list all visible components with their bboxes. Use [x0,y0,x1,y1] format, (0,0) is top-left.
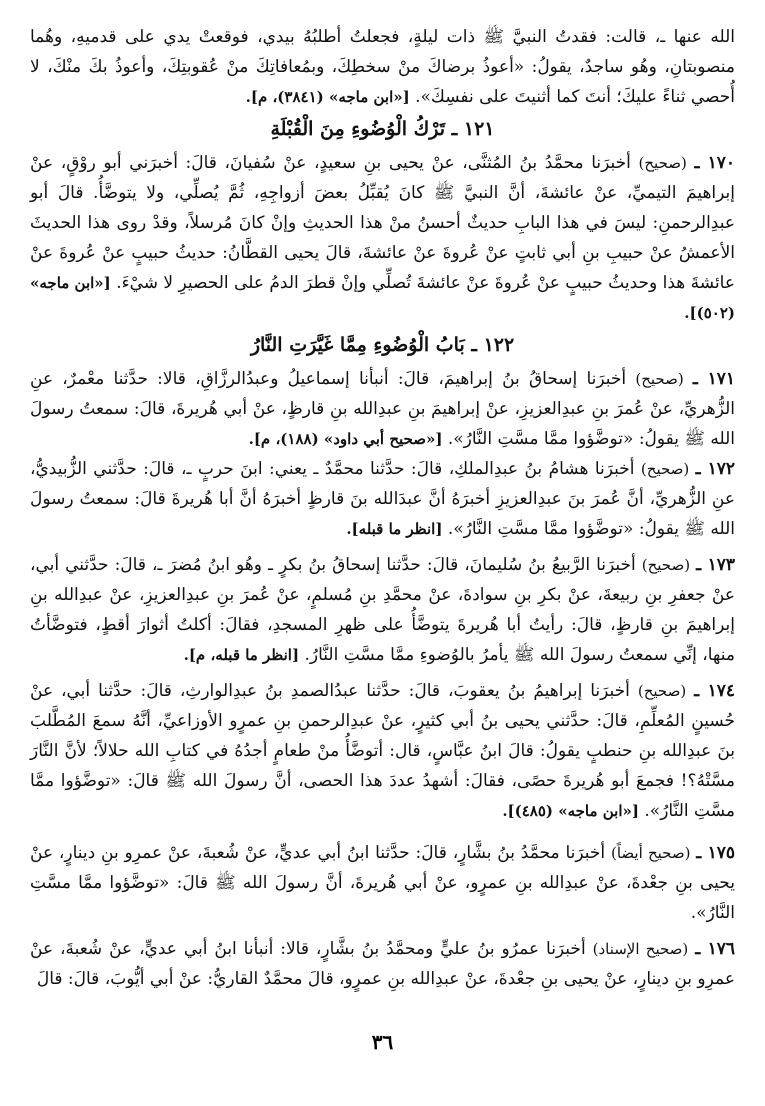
hadith-reference: [«ابن ماجه» (٤٨٥)]. [502,802,639,820]
document-page [30,22,735,1084]
hadith-text: أخبرَنا هشامُ بنُ عبدِالملكِ، قالَ: حدَّثنا محمَّدٌ ـ يعني: ابنَ حربٍ ـ، قالَ: حدَّثني الزُّبيديُّ، عنِ الزُّهريِّ، أنَّ عُمرَ بنَ عبدِالعزيزِ أخبرَهُ أنَّ عبدَالله بنَ قارظٍ أخبرَهُ أنَّ أبا هُريرةَ قالَ: سمعتُ رسولَ الله ﷺ يقولُ: «توضَّؤوا ممَّا مسَّتِ النَّارُ». [30,459,735,539]
chapter-heading-121: ١٢١ ـ تَرْكُ الْوُضُوءِ مِنَ الْقُبْلَةِ [270,118,495,140]
chapter-heading-122: ١٢٢ ـ بَابُ الْوُضُوءِ مِمَّا غَيَّرَتِ النَّارُ [250,334,515,356]
hadith-grade: (صحيح) [637,682,687,700]
hadith-grade: (صحيح) [640,460,690,478]
hadith-grade: (صحيح أيضاً) [610,844,691,862]
hadith-grade: (صحيح) [641,556,691,574]
hadith-text: أخبرَنا الرَّبيعُ بنُ سُليمانَ، قالَ: حدَّثنا إسحاقُ بنُ بكرٍ ـ وهُو ابنُ مُضرَ ـ، قالَ: حدَّثني أبي، عنْ جعفرِ بنِ ربيعةَ، عنْ بكرِ بنِ سوادةَ، عنْ محمَّدِ بنِ مُسلمٍ، عنْ عُمرَ بنِ عبدِالعزيزِ، عنْ عبدِالله بنِ إبراهيمَ بنِ قارظٍ، قالَ: رأيتُ أبا هُريرةَ يتوضَّأُ على ظهرِ المسجدِ، فقالَ: أكلتُ أثوارَ أقطٍ، فتوضَّأتُ منها، إنِّي سمعتُ رسولَ الله ﷺ يأمرُ بالوُضوءِ ممَّا مسَّتِ النَّارُ. [30,555,735,665]
hadith-reference: [«ابن ماجه» (٥٠٢)]. [30,274,735,322]
hadith-text: الله عنها ـ، قالت: فقدتُ النبيَّ ﷺ ذات ليلةٍ، فجعلتُ أطلبُهُ بيدي، فوقعتْ يدي على قدميهِ، وهُما منصوبتانِ، وهُو ساجدٌ، يقولُ: «أعوذُ برضاكَ منْ سخطِكَ، وبمُعافاتِكَ منْ عُقوبتِكَ، وأعوذُ بكَ منْكَ، لا أُحصي ثناءً عليكَ؛ أنتَ كما أثنيتَ على نفسِكَ». [30,27,735,107]
hadith-text: أخبرَنا محمَّدُ بنُ بشَّارٍ، قالَ: حدَّثنا ابنُ أبي عديٍّ، عنْ شُعبةَ، عنْ عمرِو بنِ دينارٍ، عنْ يحيى بنِ جعْدةَ، عنْ عبدِالله بنِ عمرٍو، عنْ أبي هُريرةَ، أنَّ رسولَ الله ﷺ قالَ: «توضَّؤوا ممَّا مسَّتِ النَّارُ». [30,843,735,923]
hadith-number: ١٧٣ ـ [696,555,735,575]
hadith-grade: (صحيح) [635,370,684,388]
hadith-reference: [«صحيح أبي داود» (١٨٨)، م]. [248,430,443,448]
hadith-number: ١٧٥ ـ [696,843,735,863]
hadith-grade: (صحيح) [638,154,687,172]
hadith-reference: [«ابن ماجه» (٣٨٤١)، م]. [245,88,410,106]
hadith-reference: [انظر ما قبله]. [346,520,443,538]
hadith-number: ١٧١ ـ [692,369,736,389]
hadith-reference: [انظر ما قبله، م]. [183,646,300,664]
hadith-number: ١٧٤ ـ [694,681,736,701]
hadith-text: أخبرَنا إبراهيمُ بنُ يعقوبَ، قالَ: حدَّثنا عبدُالصمدِ بنُ عبدِالوارثِ، قالَ: حدَّثنا أبي، عنْ حُسينٍ المُعلِّمِ، قالَ: حدَّثني يحيى بنُ أبي كثيرٍ، عنْ عبدِالرحمنِ بنِ عمرٍو الأوزاعيِّ، أنَّهُ سمعَ المُطَّلبَ بنَ عبدِالله بنِ حنطبٍ يقولُ: قالَ ابنُ عبَّاسٍ، قال: أتوضَّأُ منْ طعامٍ أجدُهُ في كتابِ الله حلالاً؛ لأنَّ النَّارَ مسَّتْهُ؟! فجمعَ أبو هُريرةَ حصًى، فقالَ: أشهدُ عددَ هذا الحصى، أنَّ رسولَ الله ﷺ قالَ: «توضَّؤوا ممَّا مسَّتِ النَّارُ». [30,681,735,821]
hadith-175 [30,838,735,928]
hadith-text: أخبرَنا عمرُو بنُ عليٍّ ومحمَّدُ بنُ بشَّارٍ، قالا: أنبأنا ابنُ أبي عديٍّ، عنْ شُعبةَ، عنْ عمرِو بنِ دينارٍ، عنْ يحيى بنِ جعْدةَ، عنْ عبدِالله بنِ عمرٍو، قالَ محمَّدٌ القاريُّ: عنْ أبي أيُّوبَ، قالَ: قالَ [30,939,735,989]
hadith-174 [30,676,735,826]
hadith-text: أخبرَنا محمَّدُ بنُ المُثنَّى، عنْ يحيى بنِ سعيدٍ، عنْ سُفيانَ، قالَ: أخبرَني أبو روْقٍ، عنْ إبراهيمَ التيميِّ، عنْ عائشةَ، أنَّ النبيَّ ﷺ كانَ يُقبِّلُ بعضَ أزواجِهِ، ثُمَّ يُصلِّي، ولا يتوضَّأُ. قالَ أبو عبدِالرحمنِ: ليسَ في هذا البابِ حديثٌ أحسنُ منْ هذا الحديثِ وإنْ كانَ مُرسلاً، وقدْ روى هذا الحديثَ الأعمشُ عنْ حبيبِ بنِ أبي ثابتٍ عنْ عُروةَ عنْ عائشةَ، قالَ يحيى القطَّانُ: حديثُ حبيبٍ عنْ عُروةَ عنْ عائشةَ هذا وحديثُ حبيبٍ عنْ عُروةَ عنْ عائشةَ تُصلِّي وإنْ قطرَ الدمُ على الحصيرِ لا شيْءَ. [30,153,736,293]
hadith-176 [30,934,735,994]
hadith-171 [30,364,735,454]
page-number: ٣٦ [371,1030,394,1054]
hadith-text: أخبرَنا إسحاقُ بنُ إبراهيمَ، قالَ: أنبأنا إسماعيلُ وعبدُالرزَّاقِ، قالا: حدَّثنا معْمرٌ، عنِ الزُّهريِّ، عنْ عُمرَ بنِ عبدِالعزيزِ، عنْ إبراهيمَ بنِ عبدِالله بنِ قارظٍ، عنْ أبي هُريرةَ، قالَ: سمعتُ رسولَ الله ﷺ يقولُ: «توضَّؤوا ممَّا مسَّتِ النَّارُ». [30,369,735,449]
hadith-170 [30,148,735,328]
hadith-172 [30,454,735,544]
hadith-number: ١٧٦ ـ [695,939,736,959]
hadith-number: ١٧٠ ـ [694,153,736,173]
hadith-173 [30,550,735,670]
hadith-grade: (صحيح الإسناد) [592,940,689,958]
hadith-number: ١٧٢ ـ [695,459,735,479]
top-hadith-continuation [30,22,735,112]
